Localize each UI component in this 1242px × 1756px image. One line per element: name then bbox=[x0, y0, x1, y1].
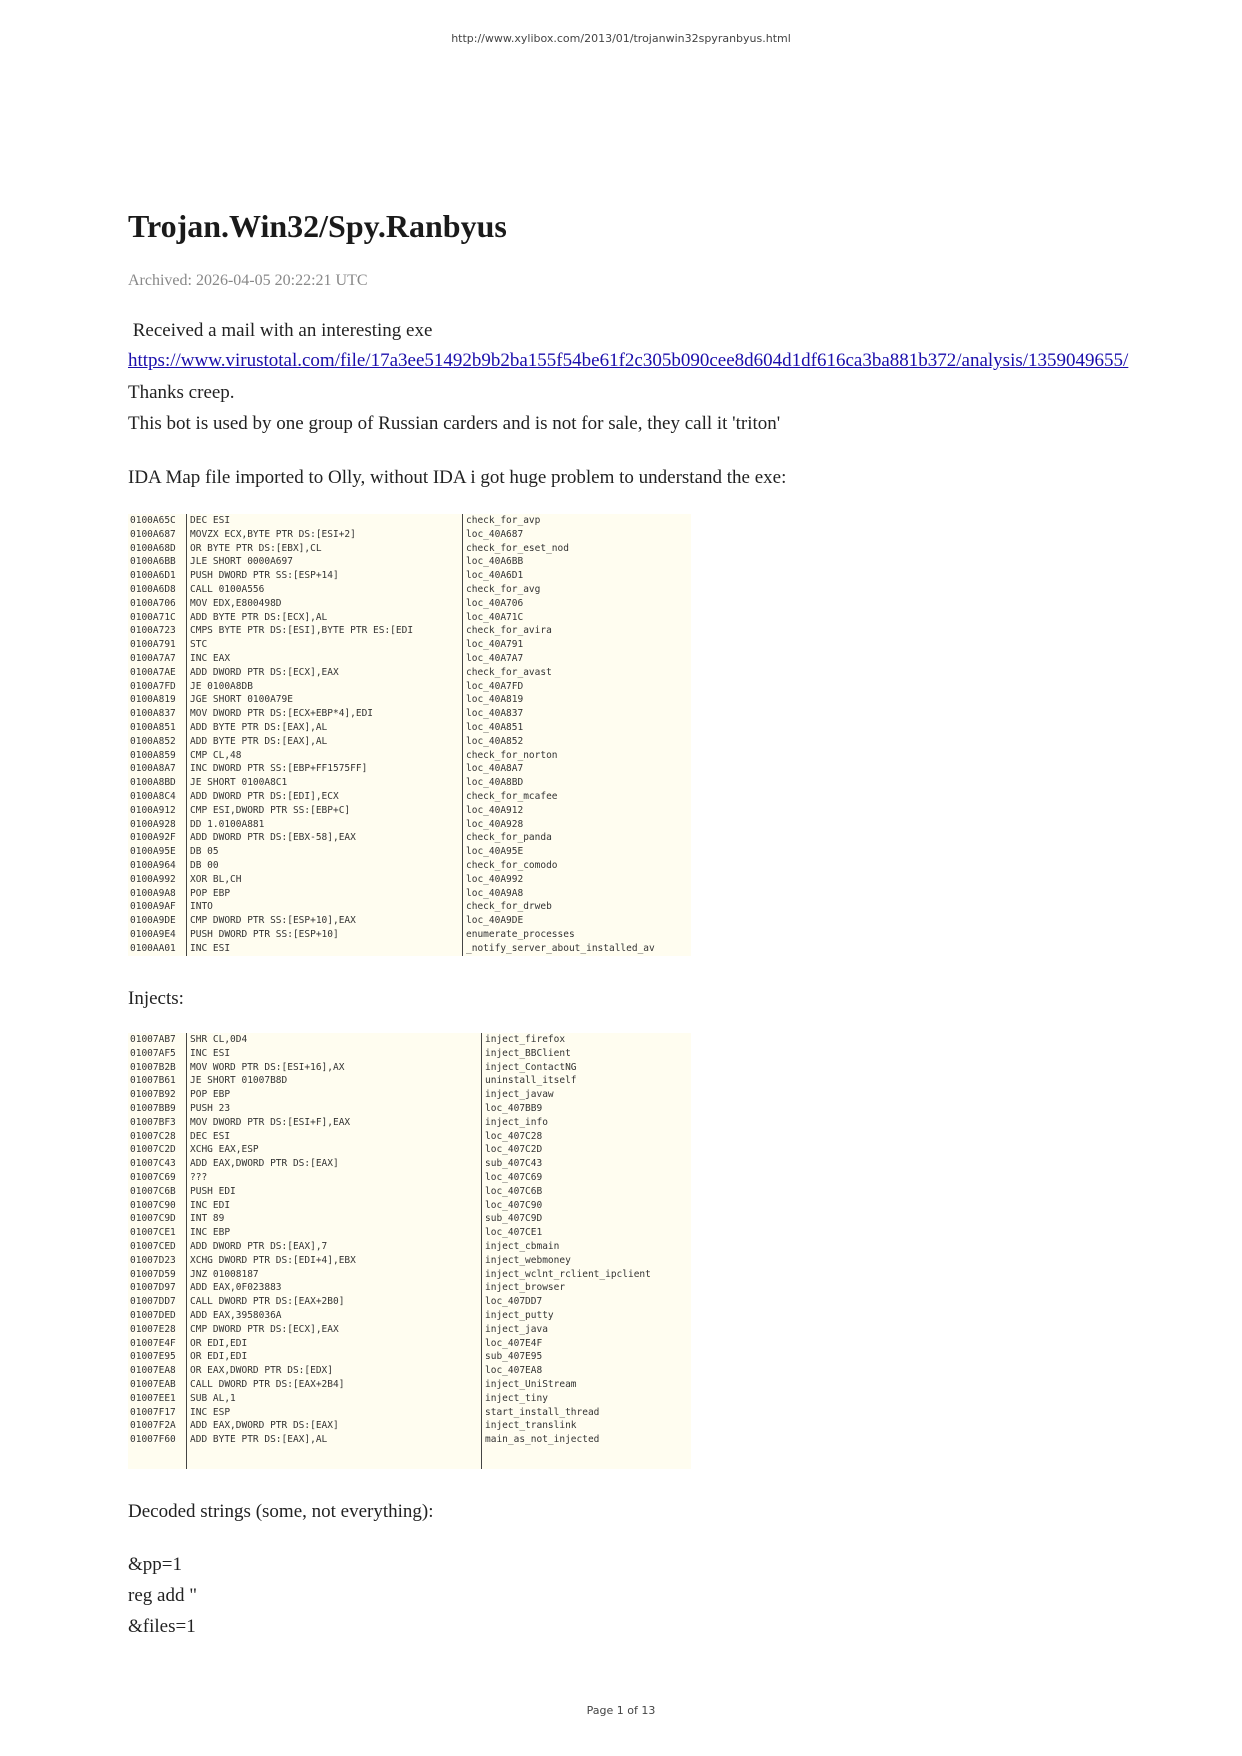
code-row bbox=[128, 652, 691, 666]
code-row bbox=[128, 514, 691, 528]
code-label: loc_40A8A7 bbox=[466, 763, 524, 775]
code-label: loc_407EA8 bbox=[485, 1365, 543, 1377]
code-label: loc_407C2D bbox=[485, 1144, 543, 1156]
code-label: check_for_avira bbox=[466, 625, 552, 637]
code-instruction: JGE SHORT 0100A79E bbox=[190, 694, 293, 706]
code-address: 01007E4F bbox=[130, 1337, 176, 1349]
code-instruction: MOV WORD PTR DS:[ESI+16],AX bbox=[190, 1061, 345, 1073]
code-row bbox=[128, 804, 691, 818]
code-address: 01007E28 bbox=[130, 1323, 176, 1335]
code-instruction: MOV DWORD PTR DS:[ECX+EBP*4],EDI bbox=[190, 708, 374, 720]
code-instruction: ADD EAX,0F023883 bbox=[190, 1282, 282, 1294]
code-label: loc_40A852 bbox=[466, 735, 524, 747]
code-row bbox=[128, 1157, 691, 1171]
code-label: loc_40A9A8 bbox=[466, 887, 524, 899]
code-row bbox=[128, 680, 691, 694]
header-url: http://www.xylibox.com/2013/01/trojanwin32spyranbyus.html bbox=[451, 32, 791, 45]
code-row bbox=[128, 1268, 691, 1282]
code-row bbox=[128, 1033, 691, 1047]
code-instruction: CMP CL,48 bbox=[190, 749, 242, 761]
code-row bbox=[128, 1199, 691, 1213]
code-row bbox=[128, 859, 691, 873]
code-row bbox=[128, 1047, 691, 1061]
code-address: 0100A912 bbox=[130, 804, 176, 816]
code-label: _notify_server_about_installed_av bbox=[466, 942, 655, 954]
code-label: inject_java bbox=[485, 1323, 548, 1335]
code-row bbox=[128, 1088, 691, 1102]
code-row bbox=[128, 762, 691, 776]
code-instruction: ADD DWORD PTR DS:[ECX],EAX bbox=[190, 666, 339, 678]
code-label: check_for_drweb bbox=[466, 901, 552, 913]
code-row bbox=[128, 1061, 691, 1075]
code-instruction: INTO bbox=[190, 901, 213, 913]
code-address: 01007C28 bbox=[130, 1130, 176, 1142]
code-label: loc_40A928 bbox=[466, 818, 524, 830]
code-instruction: CMPS BYTE PTR DS:[ESI],BYTE PTR ES:[EDI bbox=[190, 625, 414, 637]
code-row bbox=[128, 597, 691, 611]
code-instruction: INC DWORD PTR SS:[EBP+FF1575FF] bbox=[190, 763, 368, 775]
thanks-text: Thanks creep. bbox=[128, 382, 235, 403]
code-row bbox=[128, 1226, 691, 1240]
code-instruction: OR EDI,EDI bbox=[190, 1337, 248, 1349]
code-address: 01007C2D bbox=[130, 1144, 176, 1156]
code-address: 01007C43 bbox=[130, 1158, 176, 1170]
code-instruction: XCHG DWORD PTR DS:[EDI+4],EBX bbox=[190, 1254, 356, 1266]
code-row bbox=[128, 887, 691, 901]
code-address: 01007AF5 bbox=[130, 1047, 176, 1059]
code-instruction: SHR CL,0D4 bbox=[190, 1034, 248, 1045]
code-row bbox=[128, 1295, 691, 1309]
code-address: 0100A7FD bbox=[130, 680, 176, 692]
code-address: 01007EE1 bbox=[130, 1392, 176, 1404]
code-label: sub_407C43 bbox=[485, 1158, 543, 1170]
code-address: 0100A859 bbox=[130, 749, 176, 761]
code-address: 0100A9DE bbox=[130, 915, 176, 927]
decoded-string: &pp=1 bbox=[128, 1554, 182, 1575]
code-label: check_for_mcafee bbox=[466, 790, 558, 802]
code-row bbox=[128, 1254, 691, 1268]
code-label: inject_cbmain bbox=[485, 1240, 560, 1252]
code-instruction: PUSH DWORD PTR SS:[ESP+10] bbox=[190, 928, 339, 940]
code-label: check_for_norton bbox=[466, 749, 558, 761]
code-row bbox=[128, 735, 691, 749]
injects-label: Injects: bbox=[128, 988, 184, 1009]
code-label: loc_407C6B bbox=[485, 1185, 543, 1197]
code-label: check_for_panda bbox=[466, 832, 552, 844]
injects-code-listing bbox=[128, 1033, 691, 1469]
code-instruction: MOV EDX,E800498D bbox=[190, 597, 282, 609]
code-address: 0100A9E4 bbox=[130, 928, 176, 940]
code-instruction: SUB AL,1 bbox=[190, 1392, 236, 1404]
code-instruction: ADD BYTE PTR DS:[ECX],AL bbox=[190, 611, 328, 623]
code-instruction: INC EAX bbox=[190, 652, 231, 664]
code-row bbox=[128, 1364, 691, 1378]
code-address: 0100A791 bbox=[130, 639, 176, 651]
code-address: 0100A852 bbox=[130, 735, 176, 747]
code-address: 01007E95 bbox=[130, 1351, 176, 1363]
code-address: 0100A687 bbox=[130, 528, 176, 540]
code-address: 0100A706 bbox=[130, 597, 176, 609]
code-address: 0100A71C bbox=[130, 611, 176, 623]
code-row bbox=[128, 928, 691, 942]
code-row bbox=[128, 942, 691, 956]
code-row bbox=[128, 1323, 691, 1337]
code-row bbox=[128, 1378, 691, 1392]
code-label: loc_407DD7 bbox=[485, 1296, 543, 1308]
code-instruction: CALL DWORD PTR DS:[EAX+2B0] bbox=[190, 1296, 345, 1308]
code-address: 0100A964 bbox=[130, 859, 176, 871]
code-address: 01007BF3 bbox=[130, 1116, 176, 1128]
code-label: loc_40A687 bbox=[466, 528, 524, 540]
code-instruction: ADD BYTE PTR DS:[EAX],AL bbox=[190, 735, 328, 747]
code-address: 01007F60 bbox=[130, 1434, 176, 1446]
code-instruction: CMP DWORD PTR SS:[ESP+10],EAX bbox=[190, 915, 356, 927]
code-label: loc_40A912 bbox=[466, 804, 524, 816]
code-instruction: DB 00 bbox=[190, 859, 219, 871]
code-instruction: INC ESI bbox=[190, 942, 231, 954]
code-label: loc_40A7A7 bbox=[466, 652, 524, 664]
code-address: 0100A68D bbox=[130, 542, 176, 554]
ida-map-code-listing bbox=[128, 514, 691, 956]
code-address: 01007C90 bbox=[130, 1199, 176, 1211]
code-row bbox=[128, 569, 691, 583]
code-address: 01007B92 bbox=[130, 1089, 176, 1101]
code-address: 0100A65C bbox=[130, 515, 176, 526]
code-label: check_for_avg bbox=[466, 583, 541, 595]
code-address: 0100A95E bbox=[130, 846, 176, 858]
code-row bbox=[128, 1309, 691, 1323]
code-address: 0100A928 bbox=[130, 818, 176, 830]
code-row bbox=[128, 707, 691, 721]
code-instruction: CALL DWORD PTR DS:[EAX+2B4] bbox=[190, 1378, 345, 1390]
code-label: check_for_avp bbox=[466, 515, 541, 526]
code-instruction: PUSH DWORD PTR SS:[ESP+14] bbox=[190, 570, 339, 582]
code-label: loc_40A706 bbox=[466, 597, 524, 609]
code-address: 0100A92F bbox=[130, 832, 176, 844]
link-container bbox=[128, 349, 1153, 373]
code-label: loc_407C90 bbox=[485, 1199, 543, 1211]
code-label: sub_407C9D bbox=[485, 1213, 543, 1225]
code-label: inject_firefox bbox=[485, 1034, 566, 1045]
code-row bbox=[128, 776, 691, 790]
code-label: inject_ContactNG bbox=[485, 1061, 577, 1073]
code-row bbox=[128, 611, 691, 625]
code-instruction: ADD DWORD PTR DS:[EBX-58],EAX bbox=[190, 832, 356, 844]
code-instruction: XCHG EAX,ESP bbox=[190, 1144, 259, 1156]
code-row bbox=[128, 1350, 691, 1364]
code-address: 0100A6D1 bbox=[130, 570, 176, 582]
code-label: inject_info bbox=[485, 1116, 548, 1128]
code-instruction: PUSH EDI bbox=[190, 1185, 236, 1197]
code-instruction: OR EDI,EDI bbox=[190, 1351, 248, 1363]
code-label: check_for_comodo bbox=[466, 859, 558, 871]
code-address: 01007B61 bbox=[130, 1075, 176, 1087]
code-address: 01007EAB bbox=[130, 1378, 176, 1390]
code-row bbox=[128, 1116, 691, 1130]
decoded-string: &files=1 bbox=[128, 1616, 196, 1637]
code-label: inject_UniStream bbox=[485, 1378, 577, 1390]
code-row bbox=[128, 1171, 691, 1185]
code-address: 01007D23 bbox=[130, 1254, 176, 1266]
code-row bbox=[128, 624, 691, 638]
code-row bbox=[128, 873, 691, 887]
code-instruction: ADD EAX,3958036A bbox=[190, 1309, 282, 1321]
code-instruction: JE SHORT 0100A8C1 bbox=[190, 777, 288, 789]
page-title: Trojan.Win32/Spy.Ranbyus bbox=[128, 208, 507, 244]
code-row bbox=[128, 1130, 691, 1144]
code-instruction: PUSH 23 bbox=[190, 1102, 231, 1114]
code-label: sub_407E95 bbox=[485, 1351, 543, 1363]
code-label: loc_40A8BD bbox=[466, 777, 524, 789]
code-address: 01007B2B bbox=[130, 1061, 176, 1073]
code-instruction: CALL 0100A556 bbox=[190, 583, 265, 595]
code-label: inject_webmoney bbox=[485, 1254, 571, 1266]
code-instruction: JNZ 01008187 bbox=[190, 1268, 259, 1280]
code-label: loc_40A992 bbox=[466, 873, 524, 885]
code-instruction: ADD BYTE PTR DS:[EAX],AL bbox=[190, 721, 328, 733]
page-number: Page 1 of 13 bbox=[586, 1704, 656, 1717]
code-row bbox=[128, 900, 691, 914]
code-label: loc_407C28 bbox=[485, 1130, 543, 1142]
code-label: loc_407BB9 bbox=[485, 1102, 543, 1114]
code-address: 0100A6D8 bbox=[130, 583, 176, 595]
code-label: inject_BBClient bbox=[485, 1047, 571, 1059]
code-row bbox=[128, 790, 691, 804]
code-address: 01007D97 bbox=[130, 1282, 176, 1294]
code-row bbox=[128, 845, 691, 859]
code-address: 01007DED bbox=[130, 1309, 176, 1321]
code-row bbox=[128, 693, 691, 707]
code-address: 0100A723 bbox=[130, 625, 176, 637]
code-address: 0100A9AF bbox=[130, 901, 176, 913]
code-row bbox=[128, 1337, 691, 1351]
code-row bbox=[128, 528, 691, 542]
code-instruction: OR EAX,DWORD PTR DS:[EDX] bbox=[190, 1365, 333, 1377]
code-address: 01007DD7 bbox=[130, 1296, 176, 1308]
code-instruction: CMP DWORD PTR DS:[ECX],EAX bbox=[190, 1323, 339, 1335]
code-row bbox=[128, 666, 691, 680]
code-row bbox=[128, 1281, 691, 1295]
code-address: 01007CE1 bbox=[130, 1227, 176, 1239]
code-address: 01007AB7 bbox=[130, 1034, 176, 1045]
code-row bbox=[128, 583, 691, 597]
code-instruction: XOR BL,CH bbox=[190, 873, 242, 885]
code-label: loc_407C69 bbox=[485, 1171, 543, 1183]
code-instruction: OR BYTE PTR DS:[EBX],CL bbox=[190, 542, 322, 554]
code-address: 01007CED bbox=[130, 1240, 176, 1252]
code-instruction: INC ESI bbox=[190, 1047, 231, 1059]
code-label: inject_javaw bbox=[485, 1089, 554, 1101]
code-instruction: ADD DWORD PTR DS:[EDI],ECX bbox=[190, 790, 339, 802]
code-instruction: INC EBP bbox=[190, 1227, 231, 1239]
code-label: loc_40A71C bbox=[466, 611, 524, 623]
code-label: loc_40A837 bbox=[466, 708, 524, 720]
code-instruction: ADD EAX,DWORD PTR DS:[EAX] bbox=[190, 1420, 339, 1432]
code-address: 0100A6BB bbox=[130, 556, 176, 568]
code-row bbox=[128, 1433, 691, 1447]
code-row bbox=[128, 831, 691, 845]
code-address: 0100A819 bbox=[130, 694, 176, 706]
code-label: loc_407CE1 bbox=[485, 1227, 543, 1239]
archived-date: Archived: 2026-04-05 20:22:21 UTC bbox=[128, 272, 368, 289]
code-address: 0100A7A7 bbox=[130, 652, 176, 664]
code-row bbox=[128, 1074, 691, 1088]
code-label: loc_40A95E bbox=[466, 846, 524, 858]
code-row bbox=[128, 721, 691, 735]
code-address: 0100A9A8 bbox=[130, 887, 176, 899]
code-address: 01007D59 bbox=[130, 1268, 176, 1280]
code-row bbox=[128, 1406, 691, 1420]
code-label: check_for_eset_nod bbox=[466, 542, 569, 554]
code-instruction: MOVZX ECX,BYTE PTR DS:[ESI+2] bbox=[190, 528, 356, 540]
code-address: 01007F17 bbox=[130, 1406, 176, 1418]
decoded-string: reg add " bbox=[128, 1585, 197, 1606]
code-label: loc_40A791 bbox=[466, 639, 524, 651]
code-instruction: ADD DWORD PTR DS:[EAX],7 bbox=[190, 1240, 328, 1252]
code-label: main_as_not_injected bbox=[485, 1434, 600, 1446]
code-instruction: INC ESP bbox=[190, 1406, 231, 1418]
code-instruction: DB 05 bbox=[190, 846, 219, 858]
code-instruction: POP EBP bbox=[190, 1089, 231, 1101]
code-row bbox=[128, 1212, 691, 1226]
code-address: 01007C69 bbox=[130, 1171, 176, 1183]
code-row bbox=[128, 555, 691, 569]
code-label: loc_40A9DE bbox=[466, 915, 524, 927]
code-row bbox=[128, 1392, 691, 1406]
code-address: 0100A992 bbox=[130, 873, 176, 885]
code-row bbox=[128, 749, 691, 763]
code-instruction: MOV DWORD PTR DS:[ESI+F],EAX bbox=[190, 1116, 351, 1128]
bot-description: This bot is used by one group of Russian carders and is not for sale, they call it 'triton' bbox=[128, 413, 781, 434]
code-label: inject_browser bbox=[485, 1282, 566, 1294]
code-row bbox=[128, 1102, 691, 1116]
code-label: loc_40A851 bbox=[466, 721, 524, 733]
code-row bbox=[128, 638, 691, 652]
code-label: inject_tiny bbox=[485, 1392, 548, 1404]
code-label: inject_wclnt_rclient_ipclient bbox=[485, 1268, 651, 1280]
code-row bbox=[128, 1143, 691, 1157]
code-instruction: STC bbox=[190, 639, 208, 651]
code-instruction: ??? bbox=[190, 1171, 208, 1183]
code-row bbox=[128, 1419, 691, 1433]
code-label: loc_40A6D1 bbox=[466, 570, 524, 582]
code-instruction: INT 89 bbox=[190, 1213, 225, 1225]
code-address: 0100AA01 bbox=[130, 942, 176, 954]
code-label: uninstall_itself bbox=[485, 1075, 577, 1087]
decoded-strings-label: Decoded strings (some, not everything): bbox=[128, 1501, 434, 1522]
code-row bbox=[128, 914, 691, 928]
code-instruction: JE 0100A8DB bbox=[190, 680, 253, 692]
code-label: loc_40A819 bbox=[466, 694, 524, 706]
code-row bbox=[128, 818, 691, 832]
code-instruction: INC EDI bbox=[190, 1199, 231, 1211]
code-label: loc_40A6BB bbox=[466, 556, 524, 568]
code-instruction: JE SHORT 01007B8D bbox=[190, 1075, 288, 1087]
code-address: 0100A8BD bbox=[130, 777, 176, 789]
code-instruction: DEC ESI bbox=[190, 1130, 231, 1142]
virustotal-link[interactable]: https://www.virustotal.com/file/17a3ee51492b9b2ba155f54be61f2c305b090cee8d604d1df616ca3ba881b372/analysis/1359049655/ bbox=[128, 350, 1129, 371]
code-row bbox=[128, 542, 691, 556]
code-address: 01007C9D bbox=[130, 1213, 176, 1225]
code-label: inject_putty bbox=[485, 1309, 554, 1321]
code-row bbox=[128, 1185, 691, 1199]
code-address: 01007BB9 bbox=[130, 1102, 176, 1114]
ida-intro-text: IDA Map file imported to Olly, without IDA i got huge problem to understand the exe: bbox=[128, 467, 787, 488]
code-label: loc_40A7FD bbox=[466, 680, 524, 692]
intro-text: Received a mail with an interesting exe bbox=[128, 320, 433, 341]
code-address: 01007F2A bbox=[130, 1420, 176, 1432]
code-instruction: DD 1.0100A881 bbox=[190, 818, 265, 830]
code-address: 0100A8A7 bbox=[130, 763, 176, 775]
code-label: check_for_avast bbox=[466, 666, 552, 678]
code-address: 0100A851 bbox=[130, 721, 176, 733]
code-address: 01007EA8 bbox=[130, 1365, 176, 1377]
code-label: loc_407E4F bbox=[485, 1337, 543, 1349]
code-address: 0100A8C4 bbox=[130, 790, 176, 802]
code-instruction: CMP ESI,DWORD PTR SS:[EBP+C] bbox=[190, 804, 351, 816]
code-address: 0100A7AE bbox=[130, 666, 176, 678]
code-label: inject_translink bbox=[485, 1420, 577, 1432]
code-instruction: ADD BYTE PTR DS:[EAX],AL bbox=[190, 1434, 328, 1446]
code-address: 0100A837 bbox=[130, 708, 176, 720]
code-instruction: DEC ESI bbox=[190, 515, 231, 526]
code-label: enumerate_processes bbox=[466, 928, 575, 940]
code-row bbox=[128, 1240, 691, 1254]
code-label: start_install_thread bbox=[485, 1406, 600, 1418]
code-instruction: JLE SHORT 0000A697 bbox=[190, 556, 293, 568]
code-address: 01007C6B bbox=[130, 1185, 176, 1197]
code-instruction: POP EBP bbox=[190, 887, 231, 899]
code-instruction: ADD EAX,DWORD PTR DS:[EAX] bbox=[190, 1158, 339, 1170]
